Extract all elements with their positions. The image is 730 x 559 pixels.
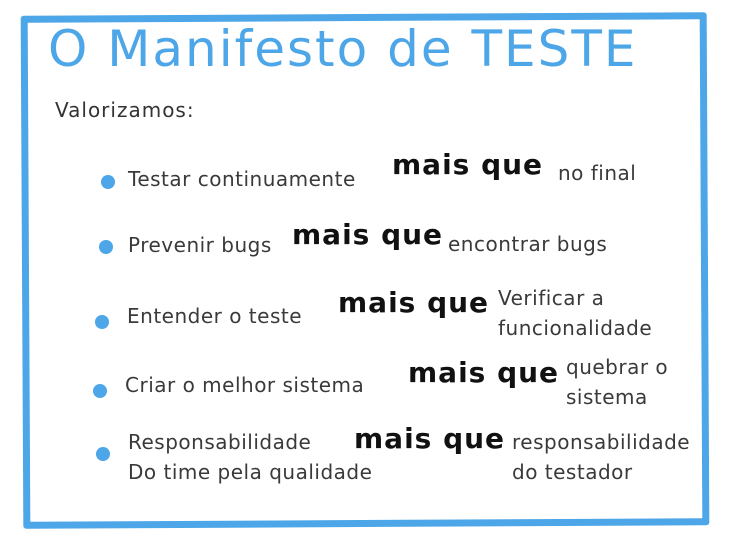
item-4-left-line: Criar o melhor sistema — [125, 373, 365, 397]
bullet-dot-icon — [99, 240, 113, 254]
item-1-comparator: mais que — [392, 148, 544, 181]
item-5-left — [128, 427, 372, 487]
item-2-comparator: mais que — [292, 218, 444, 251]
item-5-right-line: responsabilidade — [512, 430, 691, 454]
item-4-left — [125, 370, 364, 400]
item-5-left-line: Do time pela qualidade — [128, 460, 373, 484]
item-3-left — [127, 301, 302, 331]
item-4-right — [566, 352, 668, 412]
item-1-left-line: Testar continuamente — [128, 167, 356, 191]
item-2-left-line: Prevenir bugs — [128, 233, 272, 257]
item-1-right — [558, 158, 636, 188]
item-5-left-line: Responsabilidade — [128, 430, 312, 454]
item-4-comparator: mais que — [408, 356, 560, 389]
item-5-right — [512, 427, 690, 487]
bullet-dot-icon — [96, 447, 110, 461]
item-5-comparator: mais que — [354, 422, 506, 455]
item-1-left — [128, 164, 356, 194]
item-3-left-line: Entender o teste — [127, 304, 303, 328]
item-3-right-line: funcionalidade — [498, 316, 653, 340]
item-3-right-line: Verificar a — [498, 286, 605, 310]
intro-text: Valorizamos: — [55, 98, 195, 122]
bullet-dot-icon — [101, 175, 115, 189]
item-5-right-line: do testador — [512, 460, 633, 484]
bullet-dot-icon — [93, 384, 107, 398]
manifesto-title: O Manifesto de TESTE — [48, 20, 638, 78]
item-4-right-line: quebrar o — [566, 355, 669, 379]
item-4-right-line: sistema — [566, 385, 648, 409]
item-3-right — [498, 283, 652, 343]
bullet-dot-icon — [95, 315, 109, 329]
item-2-right-line: encontrar bugs — [448, 232, 608, 256]
item-3-comparator: mais que — [338, 286, 490, 319]
item-1-right-line: no final — [558, 161, 637, 185]
item-2-right — [448, 229, 607, 259]
item-2-left — [128, 230, 272, 260]
